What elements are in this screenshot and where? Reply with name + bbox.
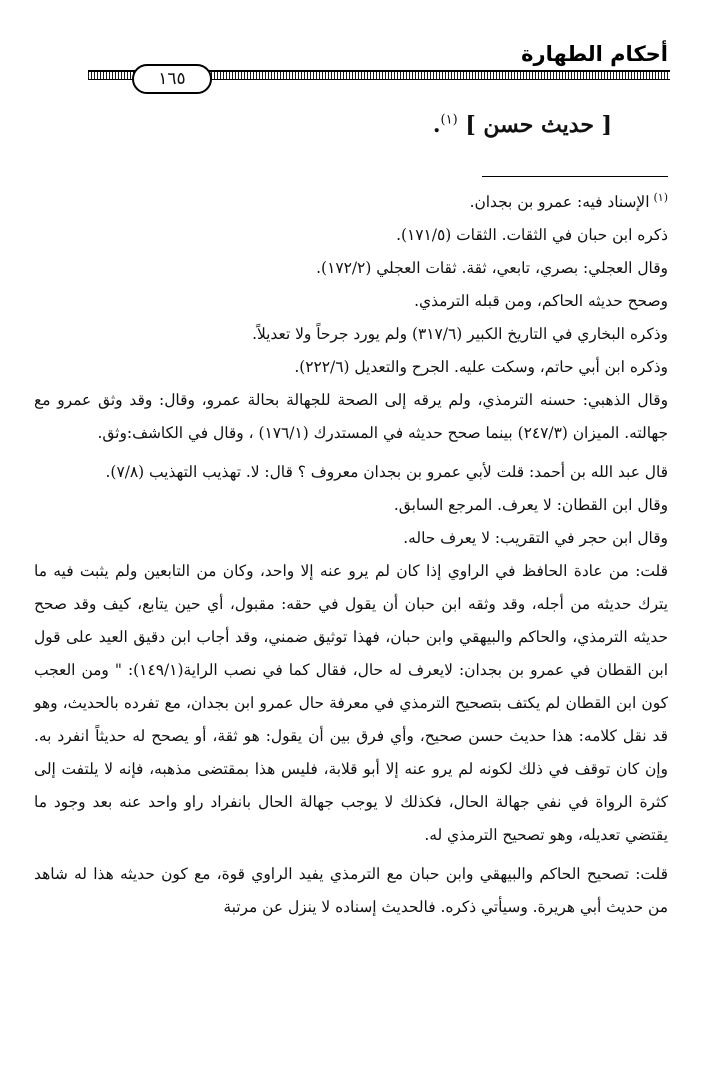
main-text: [433, 112, 612, 138]
footnote-block: [34, 186, 668, 924]
page-number: ١٦٥: [132, 64, 212, 94]
main-text-period: .: [432, 112, 441, 138]
footnote-paragraph: قلت: تصحيح الحاكم والبيهقي وابن حبان مع الترمذي يفيد الراوي قوة، مع كون حديثه هذا له شاهد من حديث أبي هريرة. وسيأتي ذكره. فالحديث إسناده لا ينزل عن مرتبة: [34, 865, 668, 916]
footnote-paragraph: $^{(١)}$الإسناد فيه: عمرو بن بجدان.: [469, 190, 668, 211]
footnote-paragraph: وذكره البخاري في التاريخ الكبير (٣١٧/٦) ولم يورد جرحاً ولا تعديلاً.: [252, 325, 668, 343]
footnote-paragraph: وقال ابن القطان: لا يعرف. المرجع السابق.: [393, 496, 668, 514]
footnote-paragraph: وقال العجلي: بصري، تابعي، ثقة. ثقات العجلي (١٧٢/٢).: [316, 259, 668, 277]
footnote-reference: (١): [440, 112, 458, 128]
footnote-paragraph: قلت: من عادة الحافظ في الراوي إذا كان لم يرو عنه إلا واحد، وكان من التابعين ولم يثبت فيه ما يترك حديثه من أجله، وقد وثقه ابن حبان أن يقول في حقه: مقبول، أي حين يتابع، كيف وقد صحح حديثه الترمذي، والحاكم والبيهقي وابن حبان، فهذا توثيق ضمني، وقد أجاب ابن دقيق العيد على قول ابن القطان في عمرو بن بجدان: لايعرف له حال، فقال كما في نصب الراية(١٤٩/١): " ومن العجب كون ابن القطان لم يكتف بتصحيح الترمذي في معرفة حال عمرو ابن بجدان، مع تفرده بالحديث، وهو قد نقل كلامه: هذا حديث حسن صحيح، وأي فرق بين أن يقول: هو ثقة، أو يصحح له حديثاً انفرد به. وإن كان توقف في ذلك لكونه لم يرو عنه إلا أبو قلابة، فليس هذا بمقتضى مذهبه، فإنه لا يلتفت إلى كثرة الرواة في نفي جهالة الحال، فكذلك لا يوجب جهالة الحال بانفراد راو واحد عنه بعد وجود ما يقتضي تعديله، وهو تصحيح الترمذي له.: [34, 562, 668, 844]
footnote-marker: (١): [653, 190, 668, 204]
footnote-paragraph: وقال ابن حجر في التقريب: لا يعرف حاله.: [403, 529, 668, 547]
footnote-separator: [482, 176, 668, 177]
footnote-paragraph: وقال الذهبي: حسنه الترمذي، ولم يرقه إلى الصحة للجهالة بحالة عمرو، وقال: وقد وثق عمرو مع جهالته. الميزان (٢٤٧/٣) بينما صحح حديثه في المستدرك (١٧٦/١) ، وقال في الكاشف:وثق.: [34, 391, 668, 442]
footnote-paragraph: وذكره ابن أبي حاتم، وسكت عليه. الجرح والتعديل (٢٢٢/٦).: [294, 358, 668, 376]
footnote-paragraph: ذكره ابن حبان في الثقات. الثقات (١٧١/٥).: [396, 226, 668, 244]
hadith-grade: [ حديث حسن ]: [465, 112, 612, 138]
footnote-paragraph: وصحح حديثه الحاكم، ومن قبله الترمذي.: [414, 292, 668, 310]
running-header-title: أحكام الطهارة: [521, 42, 668, 66]
footnote-paragraph: قال عبد الله بن أحمد: قلت لأبي عمرو بن بجدان معروف ؟ قال: لا. تهذيب التهذيب (٧/٨).: [105, 463, 668, 481]
